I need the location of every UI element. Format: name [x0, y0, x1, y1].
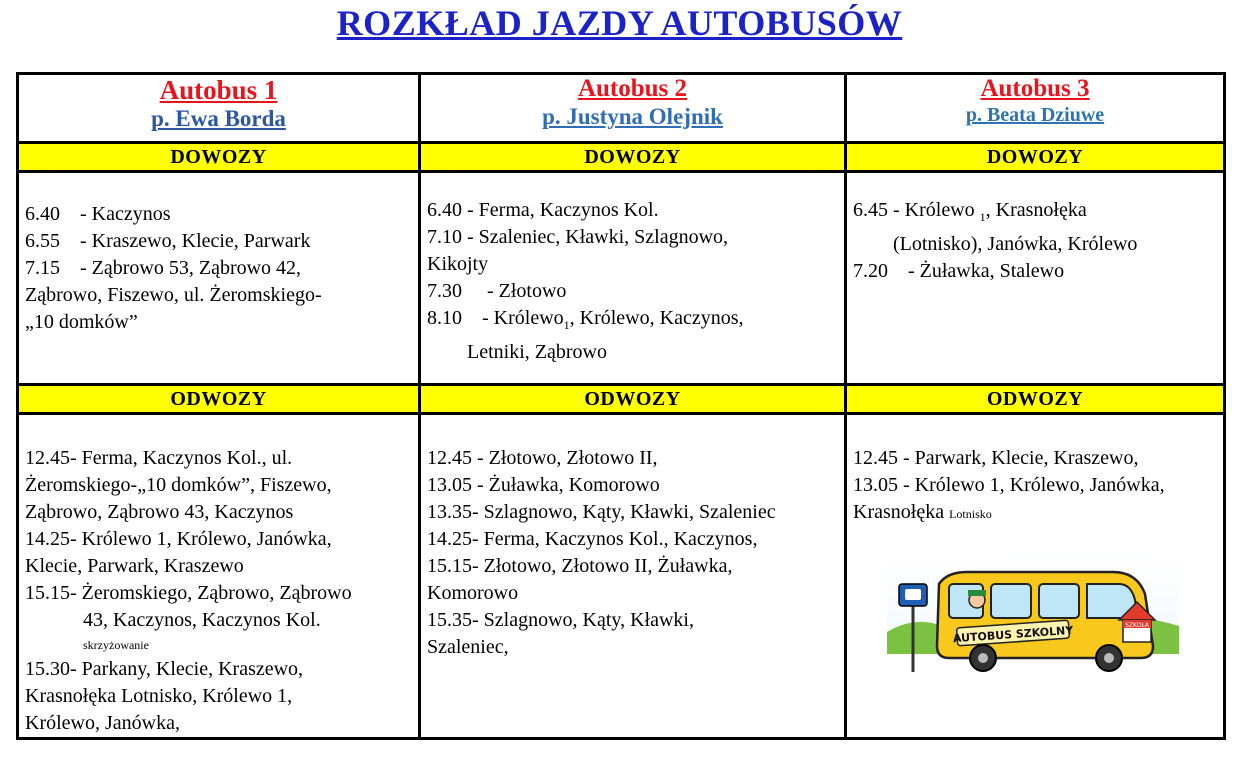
schedule-line: Szaleniec, [427, 636, 509, 658]
schedule-line: Krasnołęka Lotnisko [853, 501, 992, 523]
schedule-line: Klecie, Parwark, Kraszewo [25, 555, 244, 577]
schedule-line: 15.35- Szlagnowo, Kąty, Kławki, [427, 609, 694, 631]
schedule-line: 15.30- Parkany, Klecie, Kraszewo, [25, 658, 304, 680]
schedule-line: 15.15- Złotowo, Złotowo II, Żuławka, [427, 555, 733, 577]
dowozy-label-1: DOWOZY [18, 143, 420, 172]
schedule-line: 8.10 - Królewo$_1$, Królewo, Kaczynos, [427, 307, 744, 332]
schedule-line: 12.45 - Parwark, Klecie, Kraszewo, [853, 447, 1139, 469]
svg-text:SZKOŁA: SZKOŁA [1125, 622, 1149, 629]
schedule-line: 12.45 - Złotowo, Złotowo II, [427, 447, 658, 469]
page-title: ROZKŁAD JAZDY AUTOBUSÓW [336, 3, 903, 43]
schedule-line: 12.45- Ferma, Kaczynos Kol., ul. [25, 447, 293, 469]
bus-1-name: Autobus 1 [159, 75, 278, 105]
odwozy-band [18, 385, 1225, 414]
schedule-line: 15.15- Żeromskiego, Ząbrowo, Ząbrowo [25, 582, 352, 604]
dowozy-row [18, 172, 1225, 385]
schedule-line: skrzyżowanie [83, 638, 149, 652]
schedule-line: 13.05 - Królewo 1, Królewo, Janówka, [853, 474, 1165, 496]
odwozy-label-3: ODWOZY [846, 385, 1225, 414]
bus-1-header [18, 74, 420, 143]
schedule-line: 6.45 - Królewo $_1$, Krasnołęka [853, 199, 1087, 224]
odwozy-bus-1 [18, 414, 420, 739]
schedule-line: Krasnołęka Lotnisko, Królewo 1, [25, 685, 293, 707]
schedule-line: 7.10 - Szaleniec, Kławki, Szlagnowo, [427, 226, 729, 248]
dowozy-bus-1 [18, 172, 420, 385]
schedule-line: 7.30 - Złotowo [427, 280, 567, 302]
schedule-line: Letniki, Ząbrowo [467, 341, 607, 363]
bus-3-name: Autobus 3 [980, 75, 1090, 102]
bus-2-name: Autobus 2 [577, 75, 688, 102]
schedule-line: 6.55 - Kraszewo, Klecie, Parwark [25, 230, 311, 252]
bus-3-driver: p. Beata Dziuwe [965, 104, 1105, 126]
dowozy-label-2: DOWOZY [420, 143, 846, 172]
schedule-line: 7.20 - Żuławka, Stalewo [853, 260, 1065, 282]
schedule-line: Żeromskiego-„10 domków”, Fiszewo, [25, 474, 332, 496]
schedule-table [16, 72, 1226, 740]
schedule-line: 13.05 - Żuławka, Komorowo [427, 474, 660, 496]
odwozy-label-2: ODWOZY [420, 385, 846, 414]
school-bus-illustration [887, 554, 1179, 686]
odwozy-bus-3 [846, 414, 1225, 739]
bus-header-row [18, 74, 1225, 143]
bus-2-driver: p. Justyna Olejnik [542, 104, 723, 129]
odwozy-label-1: ODWOZY [18, 385, 420, 414]
bus-2-header [420, 74, 846, 143]
schedule-line: 14.25- Królewo 1, Królewo, Janówka, [25, 528, 332, 550]
schedule-line: „10 domków” [25, 311, 138, 333]
schedule-line: Ząbrowo, Ząbrowo 43, Kaczynos [25, 501, 294, 523]
schedule-line: 43, Kaczynos, Kaczynos Kol. [83, 609, 321, 631]
odwozy-bus-2 [420, 414, 846, 739]
schedule-line: (Lotnisko), Janówka, Królewo [893, 233, 1138, 255]
schedule-line: 7.15 - Ząbrowo 53, Ząbrowo 42, [25, 257, 302, 279]
schedule-line: Komorowo [427, 582, 519, 604]
schedule-line: Królewo, Janówka, [25, 712, 180, 734]
schedule-line: 13.35- Szlagnowo, Kąty, Kławki, Szaleniec [427, 501, 776, 523]
dowozy-bus-3 [846, 172, 1225, 385]
svg-text:AUTOBUS SZKOLNY: AUTOBUS SZKOLNY [952, 623, 1074, 646]
schedule-line: 14.25- Ferma, Kaczynos Kol., Kaczynos, [427, 528, 758, 550]
schedule-line: Ząbrowo, Fiszewo, ul. Żeromskiego- [25, 284, 322, 306]
schedule-line: Kikojty [427, 253, 489, 275]
bus-3-header [846, 74, 1225, 143]
dowozy-band [18, 143, 1225, 172]
odwozy-row [18, 414, 1225, 739]
dowozy-bus-2 [420, 172, 846, 385]
dowozy-label-3: DOWOZY [846, 143, 1225, 172]
bus-1-driver: p. Ewa Borda [151, 106, 286, 131]
schedule-line: 6.40 - Kaczynos [25, 203, 171, 225]
schedule-line: 6.40 - Ferma, Kaczynos Kol. [427, 199, 659, 221]
